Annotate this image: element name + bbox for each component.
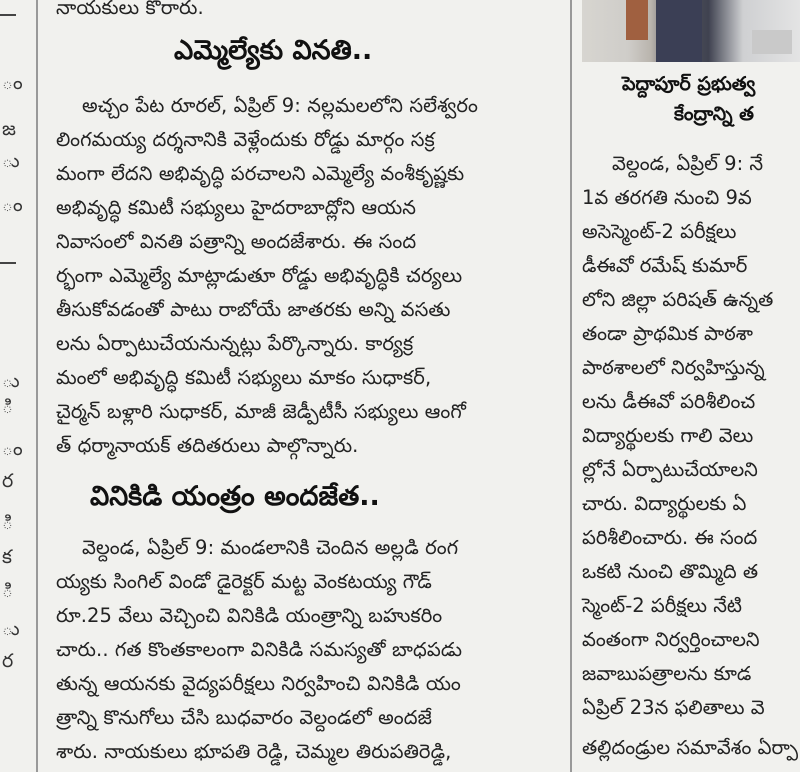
text-fragment: ు (2, 370, 20, 392)
article-text-line: 1వ తరగతి నుంచి 9వ (582, 186, 752, 209)
text-fragment: ర (2, 650, 14, 672)
text-fragment: ి (2, 580, 13, 602)
article-text-line: నాయకులు కొరారు. (56, 0, 204, 19)
photo-caption: పెద్దాపూర్ ప్రభుత్వ (622, 73, 756, 95)
photo-person (626, 0, 648, 40)
article-text-line: రూ.25 వేలు వెచ్చించి వినికిడి యంత్రాన్ని బహుకరిం (56, 604, 443, 627)
article-text-line: వంతంగా నిర్వర్తించాలని (582, 628, 760, 651)
article-text-line: జవాబుపత్రాలను కూడ (582, 662, 752, 685)
article-text-line: విద్యార్థులకు గాలి వెలు (582, 424, 754, 447)
article-text-line: అచ్చం పేట రూరల్, ఏప్రిల్ 9: నల్లమలలోని సలేశ్వరం (82, 94, 478, 117)
photo-object (752, 30, 792, 54)
article-text-line: డీఈవో రమేష్ కుమార్ (582, 254, 748, 277)
article-text-line: వెల్దండ, ఏప్రిల్ 9: మండలానికి చెందిన అల్లడి రంగ (82, 536, 459, 559)
article-text-line: అసెస్మెంట్-2 పరీక్షలు (582, 220, 737, 243)
column-divider (570, 0, 572, 772)
article-text-line: తున్న ఆయనకు వైద్యపరీక్షలు నిర్వహించి వినికిడి యం (56, 672, 461, 695)
article-headline: ఎమ్మెల్యేకు వినతి.. (174, 35, 373, 66)
article-text-line: పాఠశాలలో నిర్వహిస్తున్న (582, 356, 765, 379)
text-fragment: ి (2, 512, 13, 534)
article-text-line: త్రాన్ని కొనుగోలు చేసి బుధవారం వెల్దండలో అందజే (56, 706, 432, 729)
article-text-line: లను డీఈవో పరిశీలించ (582, 390, 756, 413)
text-fragment: జ (2, 118, 16, 140)
article-text-line: నివాసంలో వినతి పత్రాన్ని అందజేశారు. ఈ సంద (56, 230, 417, 253)
text-fragment: ం (2, 72, 23, 94)
article-text-line: మంగా లేదని అభివృద్ధి పరచాలని ఎమ్మెల్యే వంశీకృష్ణకు (56, 162, 465, 185)
article-text-line: స్మెంట్-2 పరీక్షలు నేటి (582, 594, 742, 617)
article-text-line: ల్లోనే ఏర్పాటుచేయాలని (582, 458, 758, 481)
article-text-line: ఏప్రిల్ 23న ఫలితాలు వె (582, 696, 765, 719)
article-text-line: తీసుకోవడంతో పాటు రాబోయే జాతరకు అన్ని వసతు (56, 298, 451, 321)
left-column-fragment (0, 0, 24, 772)
article-text-line: చారు.. గత కొంతకాలంగా వినికిడి సమస్యతో బాధపడు (56, 638, 463, 661)
text-fragment: ర (2, 470, 14, 492)
main-article-column (56, 0, 566, 772)
column-divider (36, 0, 38, 772)
article-text-line: లింగమయ్య దర్శనానికి వెళ్లేందుకు రోడ్డు మార్గం సక్ర (56, 128, 435, 151)
article-text-line: శారు. నాయకులు భూపతి రెడ్డి, చెమ్మల తిరుపతిరెడ్డి, (56, 740, 452, 763)
article-text-line: య్యకు సింగిల్ విండో డైరెక్టర్ మట్ట వెంకటయ్య గౌడ్ (56, 570, 432, 593)
text-fragment: ు (2, 618, 20, 640)
text-fragment: ం (2, 438, 23, 460)
article-text-line: అభివృద్ధి కమిటీ సభ్యులు హైదరాబాద్లోని ఆయన (56, 196, 417, 219)
column-rule (0, 14, 16, 16)
article-text-line: లను ఏర్పాటుచేయనున్నట్లు పేర్కొన్నారు. కార్యక్ర (56, 332, 414, 355)
article-text-line: చారు. విద్యార్థులకు ఏ (582, 492, 747, 515)
article-text-line: చైర్మన్ బళ్లారి సుధాకర్, మాజీ జెడ్పీటీసీ సభ్యులు ఆంగో (56, 400, 466, 423)
text-fragment: ు (2, 150, 20, 172)
right-article-column (576, 0, 800, 772)
article-text-line: వెల్దండ, ఏప్రిల్ 9: నే (612, 152, 764, 175)
article-text-line: తల్లిదండ్రుల సమావేశం ఏర్పా (582, 736, 799, 759)
text-fragment: ం (2, 194, 23, 216)
photo-person (656, 0, 702, 62)
text-fragment: ి (2, 396, 13, 418)
news-photo (582, 0, 800, 62)
article-text-line: త్ ధర్మానాయక్ తదితరులు పాల్గొన్నారు. (56, 434, 359, 457)
article-text-line: ర్భంగా ఎమ్మెల్యే మాట్లాడుతూ రోడ్డు అభివృద్ధికి చర్యలు (56, 264, 463, 287)
article-text-line: లోని జిల్లా పరిషత్ ఉన్నత (582, 288, 774, 311)
article-text-line: పరిశీలించారు. ఈ సంద (582, 526, 758, 549)
column-rule (0, 262, 16, 264)
text-fragment: క (2, 546, 12, 568)
article-text-line: మంలో అభివృద్ధి కమిటీ సభ్యులు మాకం సుధాకర్, (56, 366, 432, 389)
article-text-line: ఒకటి నుంచి తొమ్మిది త (582, 560, 759, 583)
article-headline: వినికిడి యంత్రం అందజేత.. (90, 481, 380, 512)
article-text-line: తండా ప్రాథమిక పాఠశా (582, 322, 753, 345)
photo-caption: కేంద్రాన్ని త (674, 103, 754, 125)
